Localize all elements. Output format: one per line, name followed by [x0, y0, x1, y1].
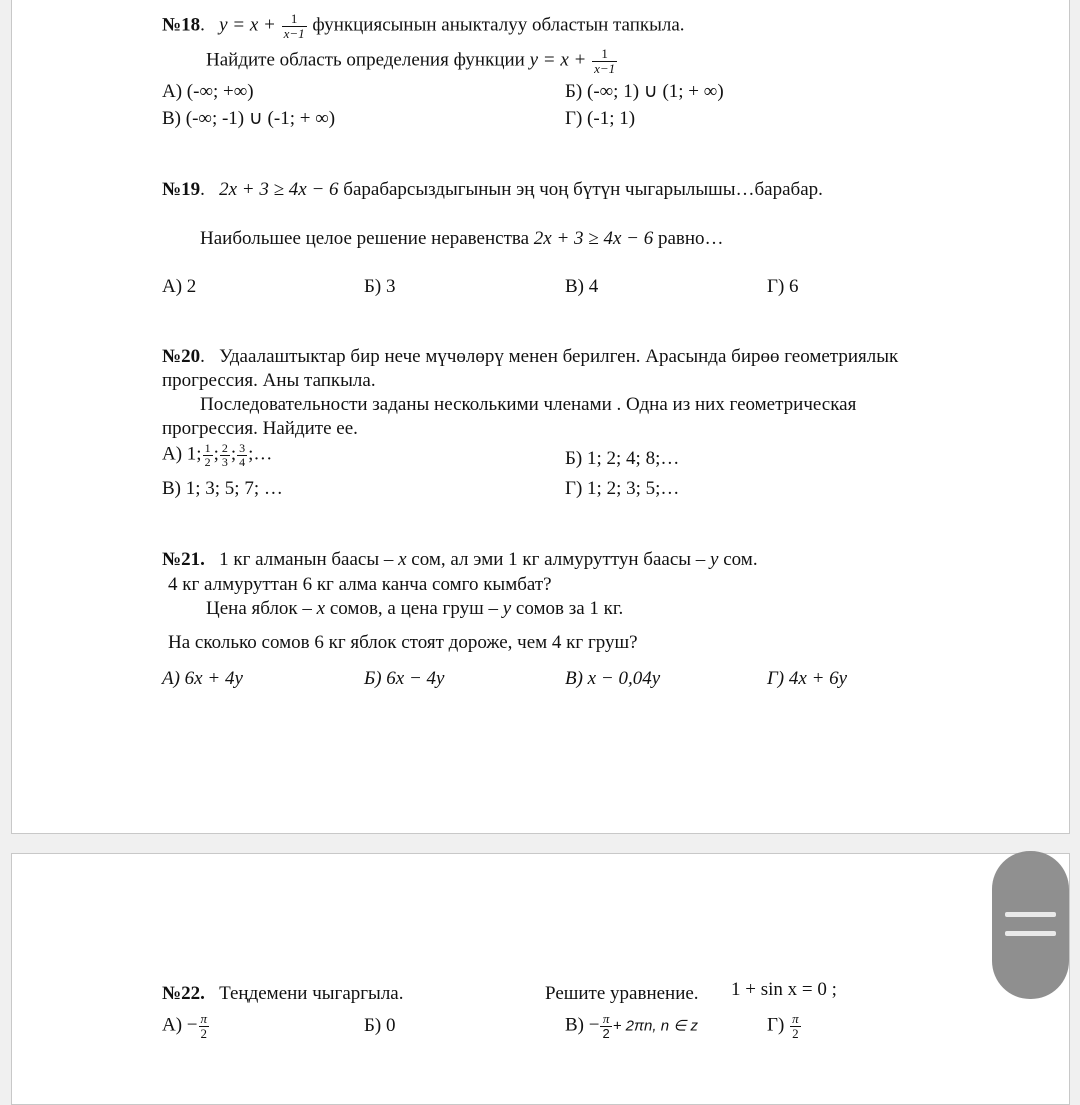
q22-frac-d: $\frac{\pi}{2}$ [792, 1011, 799, 1041]
grip-line-icon [1005, 912, 1056, 917]
q19-option-b: Б) 3 [364, 276, 396, 297]
q21-number: №21. [162, 549, 205, 570]
scroll-handle[interactable] [992, 851, 1069, 999]
q19-option-d: Г) 6 [767, 276, 799, 297]
q21-option-b: Б) 6x − 4y [364, 668, 445, 689]
q20-option-a: А) 1; $\frac{1}{2}$ ; $\frac{2}{3}$ ; $\frac{3}{4}$ ;… [162, 441, 273, 469]
q19-heading: №19. 2x + 3 ≥ 4x − 6 барабарсыздыгынын эң чоң бүтүн чыгарылышы…барабар. [162, 179, 823, 200]
q20-option-b: Б) 1; 2; 4; 8;… [565, 448, 680, 469]
q19-number: №19 [162, 179, 201, 200]
q18-formula-ru: y = x + [529, 49, 587, 71]
q18-formula: y = x + [219, 14, 276, 36]
q18-fraction-ru: $\frac{1}{x-1}$ [594, 46, 616, 76]
grip-line-icon [1005, 931, 1056, 936]
q18-text-ru: Найдите область определения функции [206, 49, 525, 71]
q19-text-ky: барабарсыздыгынын эң чоң бүтүн чыгарылышы…барабар. [343, 179, 823, 200]
document-page-2 [11, 853, 1070, 1105]
q18-option-b: Б) (-∞; 1) ∪ (1; + ∞) [565, 81, 724, 102]
q18-text-ky: функциясынын аныкталуу областын тапкыла. [312, 14, 685, 36]
q20-frac-2: $\frac{2}{3}$ [221, 441, 228, 469]
q21-line3: Цена яблок – x сомов, а цена груш – y сомов за 1 кг. [206, 598, 624, 619]
q22-text-ru: Решите уравнение. [545, 983, 699, 1004]
q22-option-a: А) − $\frac{\pi}{2}$ [162, 1011, 208, 1041]
q20-heading: №20. Удаалаштыктар бир нече мүчөлөрү менен берилген. Арасында бирөө геометриялык [162, 346, 899, 367]
q18-option-d: Г) (-1; 1) [565, 108, 636, 129]
q20-frac-3: $\frac{3}{4}$ [239, 441, 246, 469]
q20-text-ky-2: прогрессия. Аны тапкыла. [162, 370, 376, 391]
q21-line2: 4 кг алмуруттан 6 кг алма канча сомго кымбат? [168, 574, 552, 595]
q20-number: №20 [162, 346, 201, 367]
q18-heading: №18. y = x + $\frac{1}{x-1}$ функциясынын аныкталуу областын тапкыла. [162, 11, 685, 41]
q19-formula-ru: 2x + 3 ≥ 4x − 6 [533, 228, 654, 249]
q20-text-ru-2: прогрессия. Найдите ее. [162, 418, 358, 439]
q22-text-ky: Теңдемени чыгаргыла. [219, 983, 404, 1004]
q20-option-d: Г) 1; 2; 3; 5;… [565, 478, 680, 499]
q22-frac-c: $\frac{\pi}{2}$ [602, 1011, 610, 1041]
q22-option-b: Б) 0 [364, 1015, 396, 1036]
q18-text-ru-line [206, 47, 618, 75]
q19-option-c: В) 4 [565, 276, 599, 297]
q22-option-c: В) − $\frac{\pi}{2}$ + 2πn, n ∈ z [565, 1011, 698, 1041]
q19-formula: 2x + 3 ≥ 4x − 6 [219, 179, 339, 200]
q22-frac-a: $\frac{\pi}{2}$ [200, 1011, 208, 1041]
q21-option-d: Г) 4x + 6y [767, 668, 848, 689]
q20-frac-1: $\frac{1}{2}$ [204, 441, 211, 469]
q22-number: №22. [162, 983, 205, 1004]
q22-option-d: Г) $\frac{\pi}{2}$ [767, 1011, 799, 1041]
q22-heading [162, 984, 404, 1005]
q20-text-ky-1: Удаалаштыктар бир нече мүчөлөрү менен берилген. Арасында бирөө геометриялык [219, 346, 899, 367]
q20-text-ru-1: Последовательности заданы несколькими членами . Одна из них геометрическая [200, 394, 857, 415]
q20-option-c: В) 1; 3; 5; 7; … [162, 478, 283, 499]
q19-text-ru-line [200, 229, 724, 250]
q19-text-ru-end: равно… [657, 228, 724, 249]
q18-option-c: В) (-∞; -1) ∪ (-1; + ∞) [162, 108, 336, 129]
q21-option-a: А) 6x + 4y [162, 668, 243, 689]
q21-line4: На сколько сомов 6 кг яблок стоят дороже, чем 4 кг груш? [168, 632, 638, 653]
q18-fraction: $\frac{1}{x-1}$ [283, 11, 305, 41]
q21-heading: №21. 1 кг алманын баасы – x сом, ал эми 1 кг алмуруттун баасы – y сом. [162, 549, 758, 570]
q21-option-c: В) x − 0,04y [565, 668, 661, 689]
q22-equation: 1 + sin x = 0 ; [731, 979, 837, 1000]
q19-text-ru: Наибольшее целое решение неравенства [200, 228, 530, 249]
q18-option-a: А) (-∞; +∞) [162, 81, 254, 102]
q18-number: №18 [162, 14, 201, 36]
q19-option-a: А) 2 [162, 276, 197, 297]
